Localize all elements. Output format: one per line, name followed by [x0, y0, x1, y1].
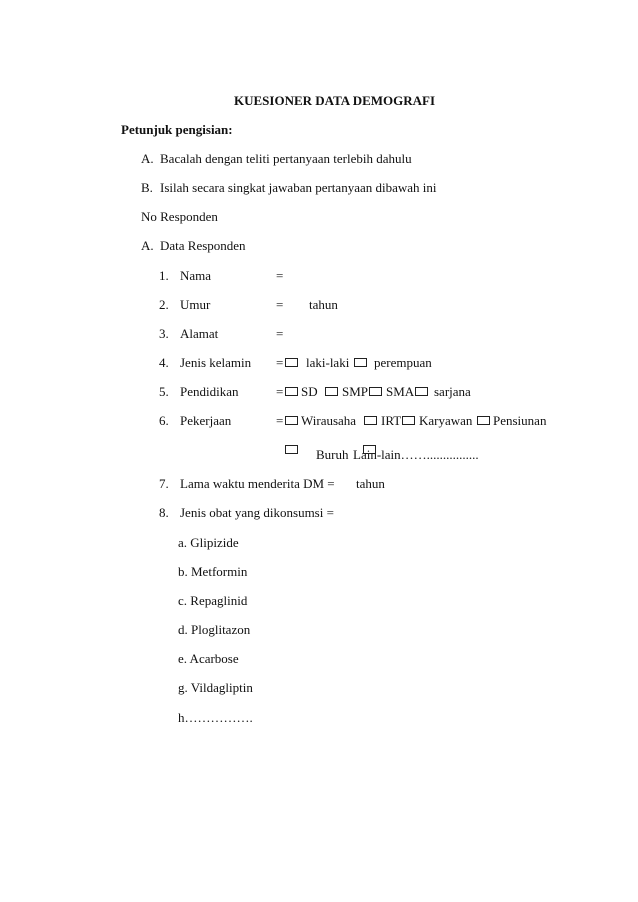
- field-label-lama-dm: Lama waktu menderita DM =: [180, 476, 335, 491]
- drug-item: g. Vildagliptin: [178, 680, 253, 695]
- checkbox-lain-lain[interactable]: [363, 445, 376, 454]
- field-label-alamat: Alamat: [180, 326, 219, 341]
- checkbox-sma[interactable]: [369, 387, 382, 396]
- field-equals-pendidikan: =: [276, 384, 284, 399]
- checkbox-buruh[interactable]: [285, 445, 298, 454]
- option-pensiunan: Pensiunan: [493, 413, 547, 428]
- drug-item: e. Acarbose: [178, 651, 239, 666]
- section-marker: A.: [141, 238, 154, 253]
- option-buruh: Buruh: [316, 447, 349, 462]
- option-irt: IRT: [381, 413, 402, 428]
- field-number-jenis-kelamin: 4.: [159, 355, 169, 370]
- field-label-nama: Nama: [180, 268, 212, 283]
- checkbox-karyawan[interactable]: [402, 416, 415, 425]
- checkbox-wirausaha[interactable]: [285, 416, 298, 425]
- checkbox-pensiunan[interactable]: [477, 416, 490, 425]
- field-number-pekerjaan: 6.: [159, 413, 169, 428]
- field-number-pendidikan: 5.: [159, 384, 169, 399]
- field-unit-umur: tahun: [309, 297, 338, 312]
- drug-item: c. Repaglinid: [178, 593, 248, 608]
- option-wirausaha: Wirausaha: [301, 413, 357, 428]
- section-title: Data Responden: [160, 238, 246, 253]
- drug-item: b. Metformin: [178, 564, 248, 579]
- field-equals-jenis-kelamin: =: [276, 355, 284, 370]
- field-label-pekerjaan: Pekerjaan: [180, 413, 232, 428]
- field-number-alamat: 3.: [159, 326, 169, 341]
- field-equals-umur: =: [276, 297, 284, 312]
- instruction-a-text: Bacalah dengan teliti pertanyaan terlebih dahulu: [160, 151, 412, 166]
- instruction-marker-a: A.: [141, 151, 154, 166]
- field-unit-lama-dm: tahun: [356, 476, 385, 491]
- checkbox-perempuan[interactable]: [354, 358, 367, 367]
- option-laki-laki: laki-laki: [306, 355, 350, 370]
- field-number-lama-dm: 7.: [159, 476, 169, 491]
- field-number-nama: 1.: [159, 268, 169, 283]
- field-label-jenis-kelamin: Jenis kelamin: [180, 355, 252, 370]
- option-sd: SD: [301, 384, 318, 399]
- field-label-obat: Jenis obat yang dikonsumsi =: [180, 505, 334, 520]
- drug-item: d. Ploglitazon: [178, 622, 251, 637]
- option-sma: SMA: [386, 384, 415, 399]
- field-equals-nama: =: [276, 268, 284, 283]
- instructions-heading: Petunjuk pengisian:: [121, 122, 233, 137]
- field-equals-pekerjaan: =: [276, 413, 284, 428]
- checkbox-sarjana[interactable]: [415, 387, 428, 396]
- drug-item: a. Glipizide: [178, 535, 239, 550]
- checkbox-laki-laki[interactable]: [285, 358, 298, 367]
- field-label-umur: Umur: [180, 297, 211, 312]
- option-perempuan: perempuan: [374, 355, 432, 370]
- checkbox-smp[interactable]: [325, 387, 338, 396]
- field-label-pendidikan: Pendidikan: [180, 384, 239, 399]
- drug-item: h…………….: [178, 710, 253, 725]
- checkbox-sd[interactable]: [285, 387, 298, 396]
- field-number-umur: 2.: [159, 297, 169, 312]
- respondent-number-label: No Responden: [141, 209, 218, 224]
- instruction-b-text: Isilah secara singkat jawaban pertanyaan dibawah ini: [160, 180, 437, 195]
- option-sarjana: sarjana: [434, 384, 471, 399]
- option-smp: SMP: [342, 384, 369, 399]
- checkbox-irt[interactable]: [364, 416, 377, 425]
- field-equals-alamat: =: [276, 326, 284, 341]
- field-number-obat: 8.: [159, 505, 169, 520]
- document-title: KUESIONER DATA DEMOGRAFI: [234, 93, 436, 108]
- option-lain-lain: Lain-lain……................: [353, 447, 479, 462]
- instruction-marker-b: B.: [141, 180, 153, 195]
- option-karyawan: Karyawan: [419, 413, 473, 428]
